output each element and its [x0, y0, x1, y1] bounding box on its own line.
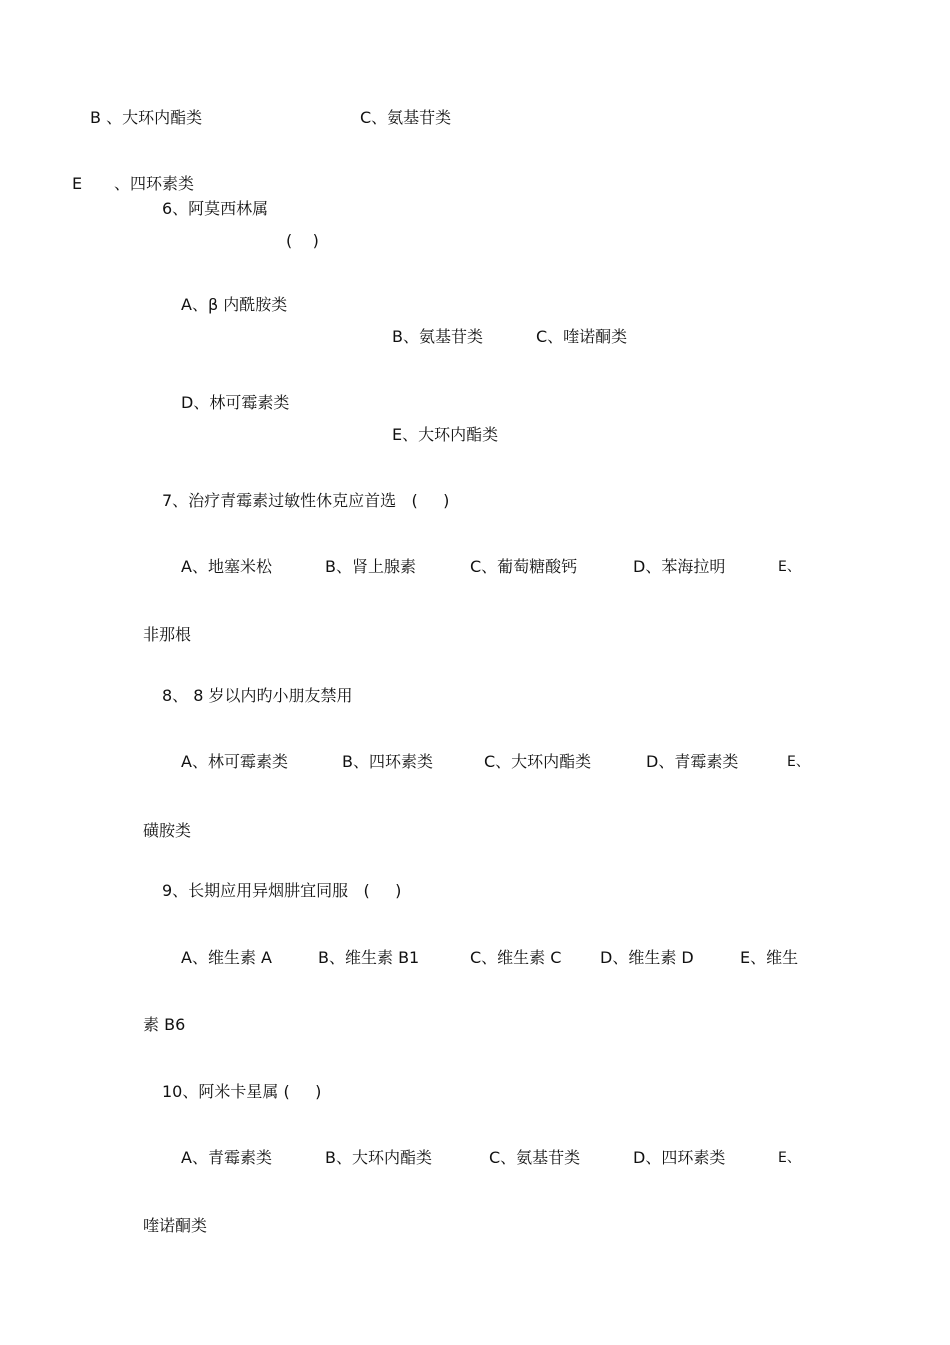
- q7-option-e-continued: 非那根: [143, 625, 192, 644]
- q7-option-d: D、苯海拉明: [633, 557, 726, 576]
- q6-option-e: E、大环内酯类: [392, 425, 499, 444]
- q9-option-e: E、维生: [740, 948, 799, 967]
- q7-option-e: E、: [778, 559, 801, 575]
- q10-option-d: D、四环素类: [633, 1148, 726, 1167]
- q7-stem: 7、治疗青霉素过敏性休克应首选 ( ): [162, 491, 450, 510]
- q8-option-e: E、: [787, 754, 810, 770]
- q9-option-b: B、维生素 B1: [318, 948, 420, 967]
- q5-option-c: C、氨基苷类: [360, 108, 452, 127]
- q6-option-d: D、林可霉素类: [181, 393, 290, 412]
- q7-option-a: A、地塞米松: [181, 557, 272, 576]
- q5-option-e-text: 、四环素类: [114, 174, 195, 193]
- q6-option-b: B、氨基苷类: [392, 327, 483, 346]
- q8-option-e-continued: 磺胺类: [143, 821, 192, 840]
- q6-option-a: A、β 内酰胺类: [181, 295, 288, 314]
- q5-option-e-letter: E: [72, 174, 83, 193]
- q9-option-c: C、维生素 C: [470, 948, 562, 967]
- q7-option-c: C、葡萄糖酸钙: [470, 557, 578, 576]
- q8-option-d: D、青霉素类: [646, 752, 739, 771]
- q9-stem: 9、长期应用异烟肼宜同服 ( ): [162, 881, 402, 900]
- q9-option-d: D、维生素 D: [600, 948, 694, 967]
- q8-option-c: C、大环内酯类: [484, 752, 592, 771]
- q10-option-a: A、青霉素类: [181, 1148, 272, 1167]
- q10-stem: 10、阿米卡星属 ( ): [162, 1082, 322, 1101]
- q7-option-b: B、肾上腺素: [325, 557, 416, 576]
- q6-option-c: C、喹诺酮类: [536, 327, 628, 346]
- q8-option-b: B、四环素类: [342, 752, 433, 771]
- q9-option-a: A、维生素 A: [181, 948, 272, 967]
- q5-option-b: B 、大环内酯类: [90, 108, 203, 127]
- q8-stem: 8、 8 岁以内旳小朋友禁用: [162, 686, 353, 705]
- q10-option-e-continued: 喹诺酮类: [143, 1216, 208, 1235]
- q10-option-b: B、大环内酯类: [325, 1148, 432, 1167]
- q10-option-c: C、氨基苷类: [489, 1148, 581, 1167]
- q10-option-e: E、: [778, 1150, 801, 1166]
- q6-answer-paren: ( ): [286, 231, 319, 250]
- q9-option-e-continued: 素 B6: [143, 1015, 186, 1034]
- q6-stem: 6、阿莫西林属: [162, 199, 269, 218]
- q8-option-a: A、林可霉素类: [181, 752, 288, 771]
